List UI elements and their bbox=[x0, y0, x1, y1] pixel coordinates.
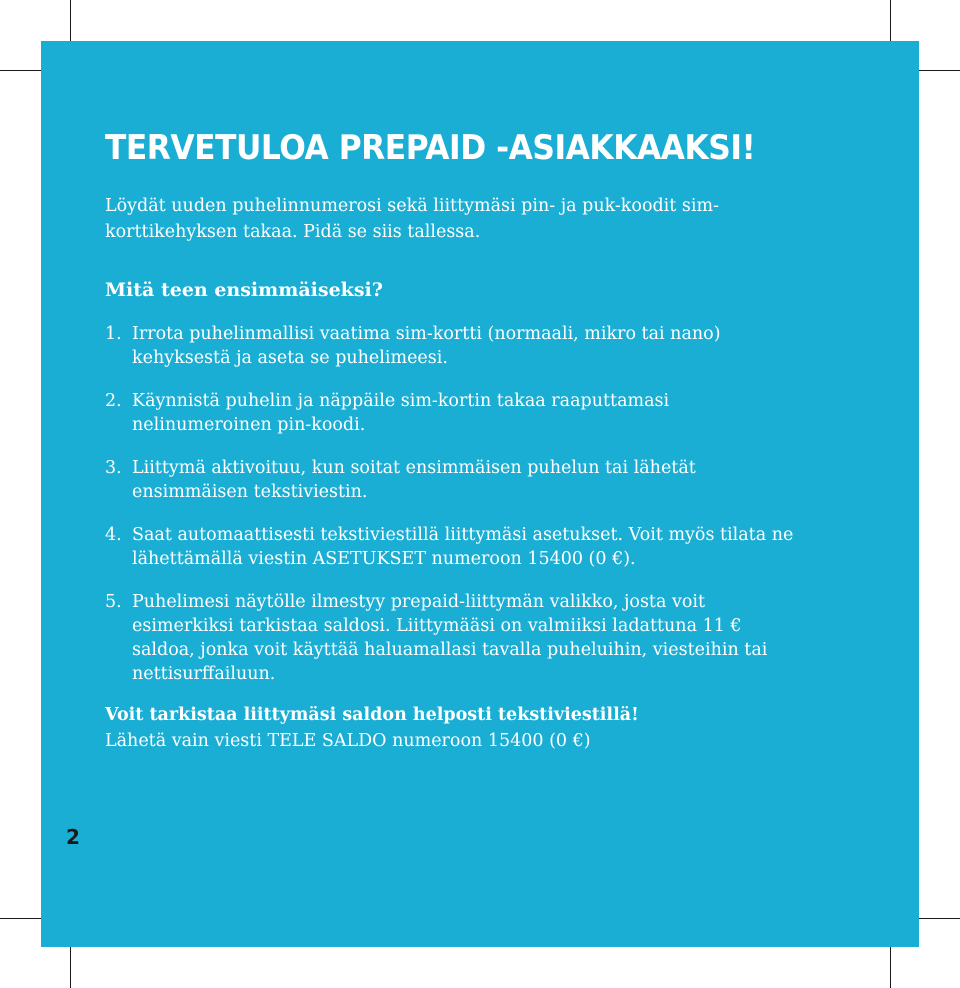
step-number: 3. bbox=[105, 458, 122, 478]
page-title: TERVETULOA PREPAID -ASIAKKAAKSI! bbox=[105, 128, 756, 168]
intro-text: Löydät uuden puhelinnumerosi sekä liittymäsi pin- ja puk-koodit sim-korttikehyksen takaa. Pidä se siis tallessa. bbox=[105, 196, 719, 242]
balance-tip-text: Lähetä vain viesti TELE SALDO numeroon 15400 (0 €) bbox=[105, 731, 591, 751]
step-number: 4. bbox=[105, 525, 122, 545]
step-number: 1. bbox=[105, 324, 122, 344]
step-text: Puhelimesi näytölle ilmestyy prepaid-liittymän valikko, josta voit esimerkiksi tarkistaa saldosi. Liittymääsi on valmiiksi ladattuna 11 € saldoa, jonka voit käyttää haluamallasi tavalla puheluihin, viesteihin tai nettisurffailuun. bbox=[132, 592, 768, 684]
step-text: Irrota puhelinmallisi vaatima sim-kortti (normaali, mikro tai nano) kehyksestä ja aseta se puhelimeesi. bbox=[132, 324, 721, 368]
section-heading: Mitä teen ensimmäiseksi? bbox=[105, 279, 383, 301]
step-text: Liittymä aktivoituu, kun soitat ensimmäisen puhelun tai lähetät ensimmäisen tekstiviestin. bbox=[132, 458, 696, 502]
steps-list bbox=[105, 322, 795, 705]
list-item bbox=[105, 456, 795, 504]
step-text: Käynnistä puhelin ja näppäile sim-kortin takaa raaputtamasi nelinumeroinen pin-koodi. bbox=[132, 391, 670, 435]
step-text: Saat automaattisesti tekstiviestillä liittymäsi asetukset. Voit myös tilata ne lähettämällä viestin ASETUKSET numeroon 15400 (0 €). bbox=[132, 525, 794, 569]
list-item bbox=[105, 322, 795, 370]
balance-tip bbox=[105, 702, 805, 754]
list-item bbox=[105, 389, 795, 437]
page-number: 2 bbox=[66, 825, 80, 849]
step-number: 2. bbox=[105, 391, 122, 411]
list-item bbox=[105, 523, 795, 571]
balance-tip-heading: Voit tarkistaa liittymäsi saldon helposti tekstiviestillä! bbox=[105, 705, 639, 725]
step-number: 5. bbox=[105, 592, 122, 612]
list-item bbox=[105, 590, 795, 686]
